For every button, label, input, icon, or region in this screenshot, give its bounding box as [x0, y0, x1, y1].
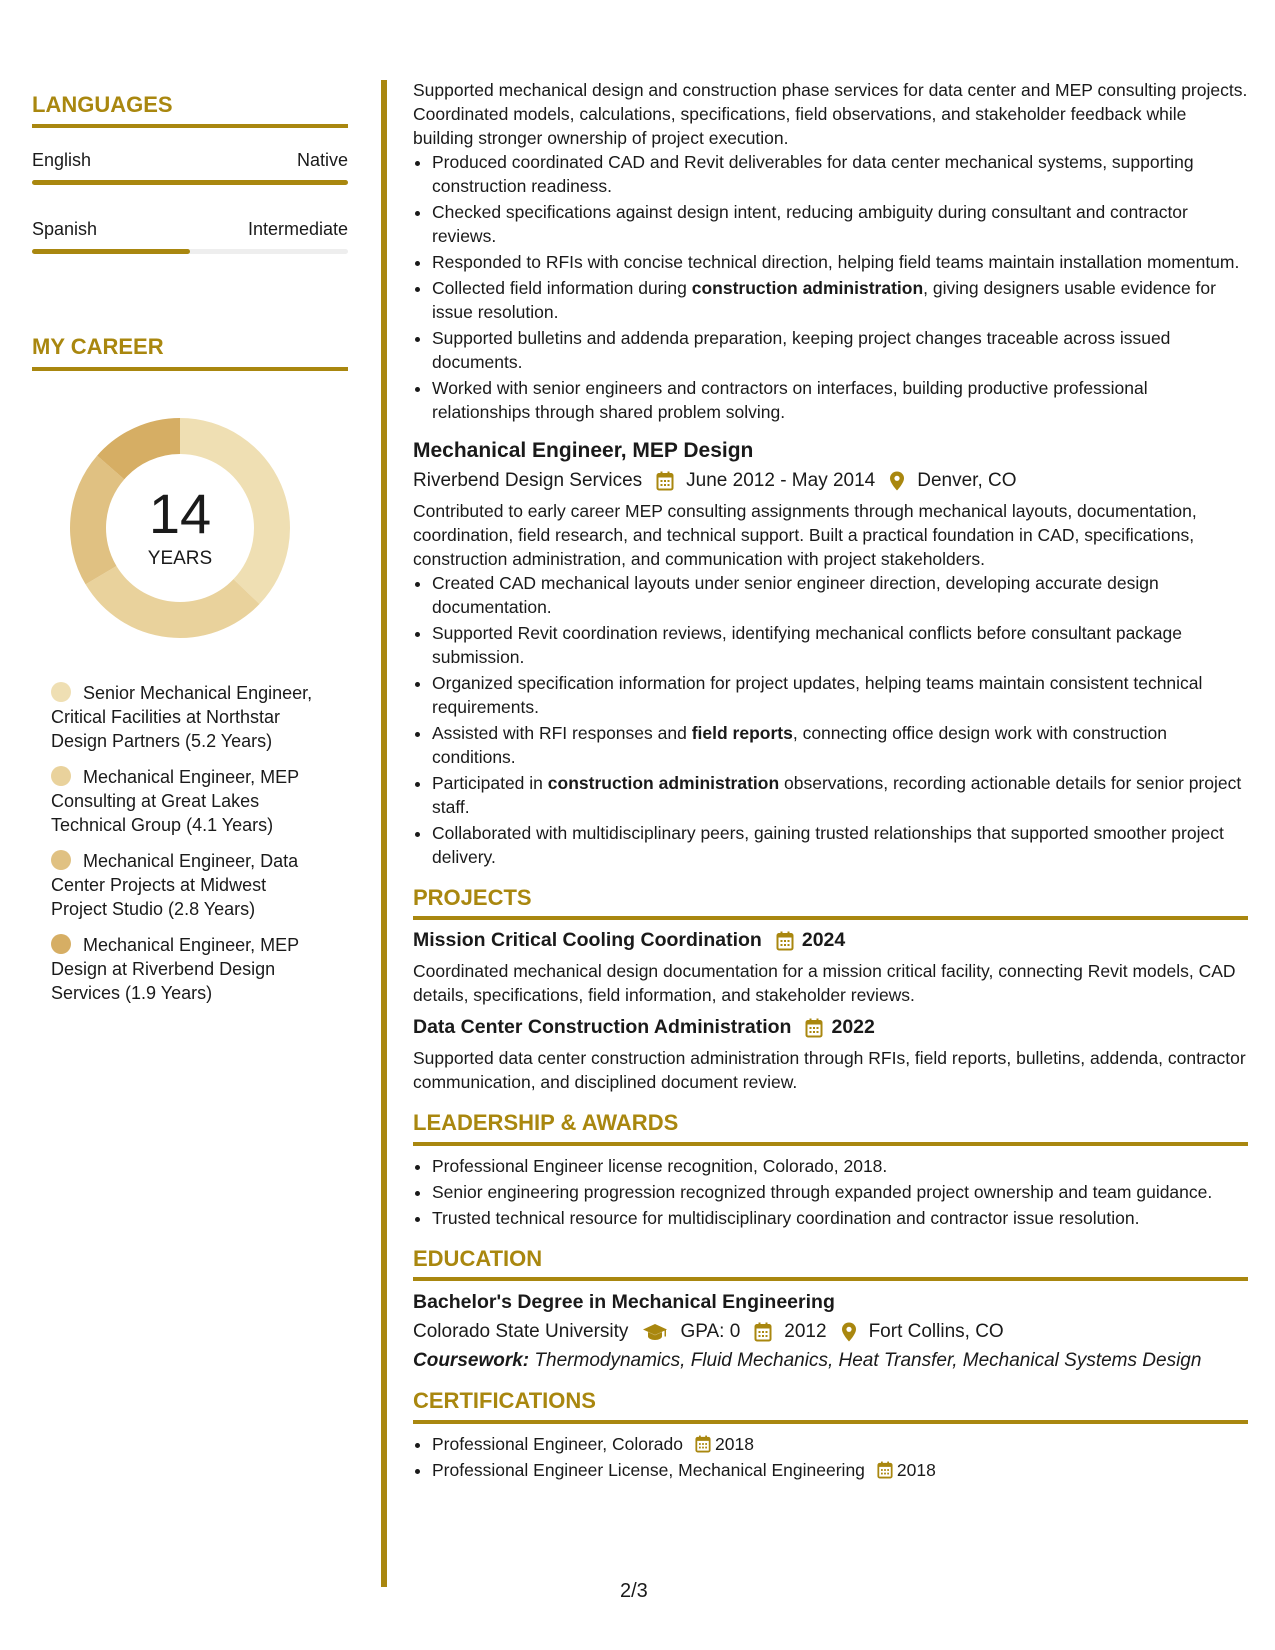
project-name: Data Center Construction Administration	[413, 1016, 792, 1039]
bullet-text: Supported bulletins and addenda preparation, keeping project changes traceable across issued documents.	[432, 328, 1171, 372]
language-bar-fill	[32, 249, 190, 254]
legend-dot	[51, 850, 71, 870]
degree-title: Bachelor's Degree in Mechanical Engineering	[413, 1291, 835, 1314]
bullet-item	[432, 671, 1248, 719]
page-number: 2/3	[620, 1580, 648, 1602]
bullet-text: , connecting office design work with construction conditions.	[432, 723, 1168, 767]
awards-list	[413, 1154, 1248, 1230]
job-summary: Contributed to early career MEP consulting assignments through mechanical layouts, documentation, coordination, field research, and technical support. Built a practical foundation in CAD, specifications, construction administration, and communication with project stakeholders.	[413, 501, 1197, 569]
projects-heading: PROJECTS	[413, 885, 1248, 920]
certification-year: 2018	[715, 1433, 754, 1454]
language-entry	[32, 150, 348, 185]
legend-label: Mechanical Engineer, MEP Consulting at Great Lakes Technical Group (4.1 Years)	[51, 766, 299, 835]
language-bar-fill	[32, 180, 348, 185]
project-title	[413, 929, 1248, 952]
project-description: Supported data center construction administration through RFIs, field reports, bulletins, addenda, contractor communication, and disciplined document review.	[413, 1048, 1246, 1093]
language-entry	[32, 219, 348, 254]
calendar-icon	[695, 1435, 711, 1453]
school-location: Fort Collins, CO	[868, 1321, 1004, 1343]
certification-row	[432, 1432, 1248, 1456]
legend-label: Mechanical Engineer, MEP Design at Riverbend Design Services (1.9 Years)	[51, 934, 299, 1003]
certification-item	[432, 1432, 1248, 1456]
language-bar	[32, 180, 348, 185]
legend-item	[51, 765, 321, 837]
job-meta	[413, 470, 1248, 492]
graduation-year: 2012	[784, 1321, 827, 1343]
language-row	[32, 219, 348, 240]
bullet-text: Created CAD mechanical layouts under senior engineer direction, developing accurate design documentation.	[432, 573, 1159, 617]
career-total-years: 14	[148, 481, 212, 545]
languages-heading: LANGUAGES	[32, 92, 348, 128]
calendar-icon	[805, 1018, 823, 1038]
bullet-item	[432, 276, 1248, 324]
career-total-unit: YEARS	[147, 547, 213, 569]
bullet-text: Produced coordinated CAD and Revit deliverables for data center mechanical systems, supporting construction readiness.	[432, 152, 1194, 196]
certification-item	[432, 1458, 1248, 1482]
calendar-icon	[754, 1322, 772, 1342]
legend-dot	[51, 766, 71, 786]
bullet-text: Participated in	[432, 773, 548, 793]
project-title	[413, 1016, 1248, 1039]
career-legend	[32, 681, 348, 1005]
legend-dot	[51, 682, 71, 702]
job-title: Mechanical Engineer, MEP Design	[413, 439, 754, 462]
bullet-text: Checked specifications against design intent, reducing ambiguity during consultant and contractor reviews.	[432, 202, 1188, 246]
project-year: 2024	[801, 929, 846, 952]
location-pin-icon	[889, 471, 905, 491]
bullet-item	[432, 376, 1248, 424]
award-item: • Trusted technical resource for multidisciplinary coordination and contractor issue resolution.	[432, 1206, 1248, 1230]
coursework-label: Coursework:	[413, 1350, 530, 1372]
calendar-icon	[656, 471, 674, 491]
job-company: Riverbend Design Services	[413, 470, 643, 491]
project-description: Coordinated mechanical design documentation for a mission critical facility, connecting Revit models, CAD details, specifications, field information, and stakeholder reviews.	[413, 961, 1236, 1006]
language-level: Native	[296, 150, 348, 171]
donut-center	[65, 413, 295, 643]
legend-label: Senior Mechanical Engineer, Critical Facilities at Northstar Design Partners (5.2 Years)	[51, 682, 313, 751]
prev-job-bullets	[413, 150, 1248, 424]
bullet-item	[432, 150, 1248, 198]
bullet-text: Supported Revit coordination reviews, identifying mechanical conflicts before consultant package submission.	[432, 623, 1183, 667]
education-heading: EDUCATION	[413, 1246, 1248, 1281]
job-bullets	[413, 571, 1248, 869]
calendar-icon	[776, 931, 794, 951]
project-item	[413, 1016, 1248, 1094]
bullet-text: observations, recording actionable details for senior project staff.	[432, 773, 1242, 817]
location-pin-icon	[841, 1322, 857, 1342]
column-divider	[381, 80, 387, 1587]
bullet-text: Responded to RFIs with concise technical direction, helping field teams maintain installation momentum.	[432, 252, 1240, 272]
bullet-item	[432, 326, 1248, 374]
certifications-heading: CERTIFICATIONS	[413, 1388, 1248, 1423]
career-donut-chart	[65, 413, 295, 643]
project-year: 2022	[831, 1016, 875, 1039]
bullet-item	[432, 250, 1248, 274]
gpa: GPA: 0	[680, 1321, 741, 1343]
job-dates: June 2012 - May 2014	[686, 470, 876, 491]
bullet-item	[432, 571, 1248, 619]
certification-row	[432, 1458, 1248, 1482]
bullet-text: Worked with senior engineers and contractors on interfaces, building productive professional relationships through shared problem solving.	[432, 378, 1148, 422]
coursework-list: Thermodynamics, Fluid Mechanics, Heat Transfer, Mechanical Systems Design	[534, 1350, 1202, 1372]
award-item: • Senior engineering progression recognized through expanded project ownership and team guidance.	[432, 1180, 1248, 1204]
legend-dot	[51, 934, 71, 954]
career-heading: MY CAREER	[32, 334, 348, 370]
bullet-text: Assisted with RFI responses and	[432, 723, 692, 743]
award-item: • Professional Engineer license recognition, Colorado, 2018.	[432, 1154, 1248, 1178]
language-row	[32, 150, 348, 171]
project-name: Mission Critical Cooling Coordination	[413, 929, 762, 952]
right-column	[413, 78, 1248, 1484]
bullet-emphasis: field reports	[691, 723, 793, 743]
certifications-list	[413, 1432, 1248, 1482]
language-bar	[32, 249, 348, 254]
language-level: Intermediate	[247, 219, 348, 240]
certification-name: • Professional Engineer, Colorado	[432, 1433, 683, 1454]
language-name: Spanish	[32, 219, 98, 240]
bullet-item	[432, 721, 1248, 769]
bullet-text: Collected field information during	[432, 278, 692, 298]
left-column	[32, 92, 348, 1017]
coursework	[413, 1350, 1248, 1372]
bullet-text: Collaborated with multidisciplinary peers, gaining trusted relationships that supported smoother project delivery.	[432, 823, 1224, 867]
job-location: Denver, CO	[917, 470, 1017, 491]
bullet-emphasis: construction administration	[691, 278, 924, 298]
school-name: Colorado State University	[413, 1321, 629, 1343]
certification-name: • Professional Engineer License, Mechanical Engineering	[432, 1459, 865, 1480]
graduation-cap-icon	[642, 1323, 668, 1341]
bullet-text: Organized specification information for project updates, helping teams maintain consistent technical requirements.	[432, 673, 1203, 717]
bullet-item	[432, 821, 1248, 869]
legend-item	[51, 849, 321, 921]
legend-label: Mechanical Engineer, Data Center Projects at Midwest Project Studio (2.8 Years)	[51, 850, 299, 919]
legend-item	[51, 681, 321, 753]
awards-heading: LEADERSHIP & AWARDS	[413, 1110, 1248, 1145]
education-meta	[413, 1321, 1248, 1343]
bullet-item	[432, 771, 1248, 819]
certification-year: 2018	[896, 1459, 936, 1480]
bullet-text: , giving designers usable evidence for issue resolution.	[432, 278, 1216, 322]
bullet-item	[432, 621, 1248, 669]
legend-item	[51, 933, 321, 1005]
bullet-item	[432, 200, 1248, 248]
project-item	[413, 929, 1248, 1007]
bullet-emphasis: construction administration	[547, 773, 780, 793]
language-name: English	[32, 150, 92, 171]
prev-job-summary: Supported mechanical design and construction phase services for data center and MEP consulting projects. Coordinated models, calculations, specifications, field observations, and stakeholder feedback while building stronger ownership of project execution.	[413, 80, 1248, 148]
calendar-icon	[877, 1461, 893, 1479]
